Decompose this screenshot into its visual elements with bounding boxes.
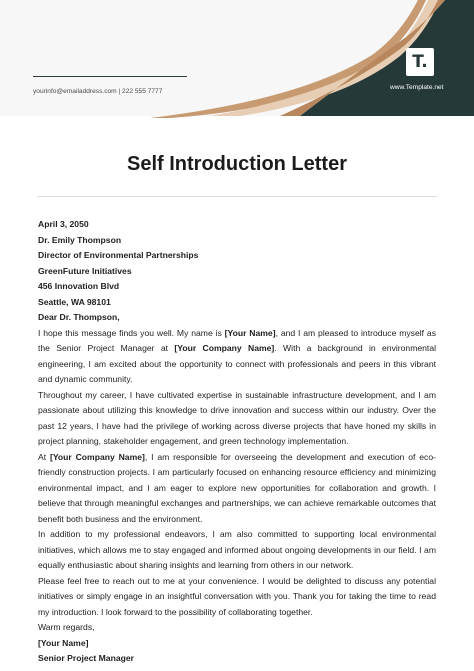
website-url: www.Template.net bbox=[390, 84, 444, 91]
paragraph-career: Throughout my career, I have cultivated expertise in sustainable infrastructure development, and I am passionate about utilizing this knowledge to drive innovation and success within our industry. Over the past 12 years, I have had the privilege of working across diverse projects that have honed my skills in project planning, stakeholder engagement, and green technology implementation. bbox=[38, 389, 436, 446]
letter-body bbox=[38, 217, 436, 667]
letterhead bbox=[0, 0, 474, 120]
signature-name: [Your Name] bbox=[38, 637, 89, 648]
recipient-city: Seattle, WA 98101 bbox=[38, 296, 111, 307]
placeholder-company-name: [Your Company Name] bbox=[49, 451, 145, 462]
header-divider bbox=[33, 76, 187, 77]
placeholder-company-name: [Your Company Name] bbox=[174, 343, 275, 353]
recipient-name: Dr. Emily Thompson bbox=[38, 234, 122, 245]
contact-info: yourinfo@emailaddress.com | 222 555 7777 bbox=[33, 88, 163, 95]
letter-title: Self Introduction Letter bbox=[127, 153, 347, 175]
logo-letter: T. bbox=[412, 51, 428, 72]
recipient-street: 456 Innovation Blvd bbox=[38, 281, 120, 291]
paragraph-contact: Please feel free to reach out to me at your convenience. I would be delighted to discuss any potential initiatives or simply engage in an insightful conversation with you. Thank you for taking the time to read my introduction. I look forward to the possibility of collaborating together. bbox=[38, 575, 436, 617]
placeholder-your-name: [Your Name] bbox=[224, 327, 276, 338]
paragraph-intro: I hope this message finds you well. My name is [Your Name], and I am pleased to introduce myself as the Senior Project Manager at [Your Company Name]. With a background in environmental engineering, I am excited about the opportunity to connect with professionals and peers in this vibrant and dynamic community. bbox=[38, 327, 437, 384]
paragraph-initiatives: In addition to my professional endeavors, I am also committed to supporting local environmental initiatives, which allows me to stay engaged and informed about ongoing developments in our field. I am equally enthusiastic about sharing insights and learning from others in our network. bbox=[38, 529, 436, 570]
logo bbox=[406, 48, 434, 76]
recipient-position: Director of Environmental Partnerships bbox=[38, 250, 199, 260]
title-divider bbox=[37, 196, 437, 197]
signature-title: Senior Project Manager bbox=[38, 653, 134, 663]
recipient-organization: GreenFuture Initiatives bbox=[38, 265, 132, 276]
paragraph-role: At [Your Company Name], I am responsible for overseeing the development and execution of eco-friendly construction projects. I am particularly focused on enhancing resource efficiency and minimizing environmental impact, and I am eager to explore new opportunities for collaboration and growth. I believe that through meaningful exchanges and partnerships, we can achieve remarkable outcomes that benefit both business and the environment. bbox=[38, 451, 436, 524]
closing: Warm regards, bbox=[38, 622, 95, 632]
letter-date: April 3, 2050 bbox=[38, 219, 89, 229]
letterhead-swoosh bbox=[0, 0, 474, 120]
salutation: Dear Dr. Thompson, bbox=[38, 312, 120, 322]
